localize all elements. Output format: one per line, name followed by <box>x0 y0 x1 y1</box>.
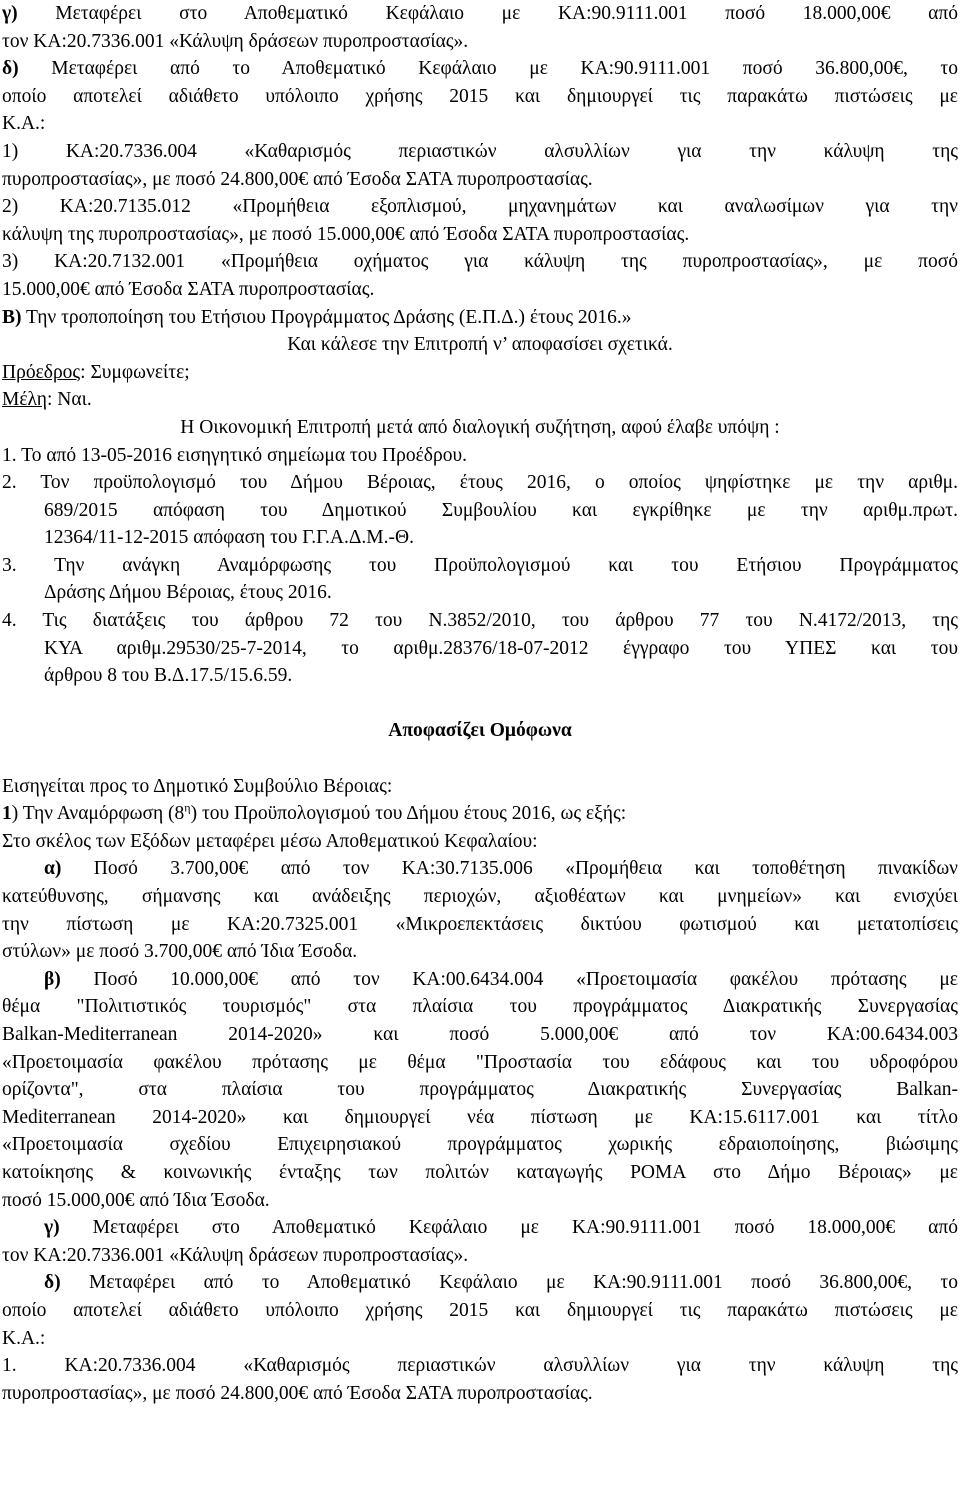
top-paragraph-line: πυροπροστασίας», με ποσό 24.800,00€ από Έσοδα ΣΑΤΑ πυροπροστασίας. <box>2 168 593 190</box>
gamma-text: Μεταφέρει στο Αποθεματικό Κεφάλαιο με ΚΑ:90.9111.001 ποσό 18.000,00€ από <box>59 1217 958 1239</box>
consideration-line: άρθρου 8 του Β.Δ.17.5/15.6.59. <box>44 665 293 687</box>
president-label: Πρόεδρος <box>2 361 81 383</box>
expenses-intro: Στο σκέλος των Εξόδων μεταφέρει μέσω Αποθεματικού Κεφαλαίου: <box>2 830 538 852</box>
beta-line: θέμα "Πολιτιστικός τουρισμός" στα πλαίσια του προγράμματος Διακρατικής Συνεργασίας <box>2 996 958 1018</box>
alpha-line: στύλων» με ποσό 3.700,00€ από Ίδια Έσοδα. <box>2 941 358 963</box>
item-text: Την τροποποίηση του Ετήσιου Προγράμματος Δράσης (Ε.Π.Δ.) έτους 2016.» <box>21 306 632 328</box>
gamma-first-line <box>2 1214 958 1242</box>
delta-line: Κ.Α.: <box>2 1327 46 1349</box>
members-text: : Ναι. <box>47 389 92 411</box>
item-label: δ) <box>2 58 19 80</box>
beta-line: Balkan-Mediterranean 2014-2020» και ποσό 5.000,00€ από τον ΚΑ:00.6434.003 <box>2 1023 958 1045</box>
top-paragraph-line <box>2 0 958 28</box>
top-paragraphs <box>2 0 958 359</box>
beta-line: κατοίκησης & κοινωνικής ένταξης των πολιτών καταγωγής ΡΟΜΑ στο Δήμο Βέροιας» με <box>2 1161 958 1183</box>
spacer <box>2 745 958 773</box>
paragraph-gamma <box>2 1214 958 1269</box>
spacer <box>2 690 958 718</box>
top-paragraph-line: 2) ΚΑ:20.7135.012 «Προμήθεια εξοπλισμού, μηχανημάτων και αναλωσίμων για την <box>2 196 958 218</box>
delta-line: πυροπροστασίας», με ποσό 24.800,00€ από Έσοδα ΣΑΤΑ πυροπροστασίας. <box>2 1382 593 1404</box>
top-paragraph-line <box>2 304 958 332</box>
beta-line: ποσό 15.000,00€ από Ίδια Έσοδα. <box>2 1189 270 1211</box>
top-paragraph-line: 3) ΚΑ:20.7132.001 «Προμήθεια οχήματος για κάλυψη της πυροπροστασίας», με ποσό <box>2 251 958 273</box>
paragraph-alpha <box>2 855 958 965</box>
alpha-first-line <box>2 855 958 883</box>
item1-pre: ) Την Αναμόρφωση (8 <box>11 803 185 825</box>
item-text: Μεταφέρει από το Αποθεματικό Κεφάλαιο με ΚΑ:90.9111.001 ποσό 36.800,00€, το <box>18 58 958 80</box>
paragraph-beta <box>2 966 958 1214</box>
top-paragraph-line: Και κάλεσε την Επιτροπή ν’ αποφασίσει σχετικά. <box>287 334 673 356</box>
alpha-label: α) <box>44 858 62 880</box>
top-paragraph-line: κάλυψη της πυροπροστασίας», με ποσό 15.000,00€ από Έσοδα ΣΑΤΑ πυροπροστασίας. <box>2 223 690 245</box>
delta-label: δ) <box>44 1272 61 1294</box>
president-text: : Συμφωνείτε; <box>80 361 190 383</box>
alpha-line: κατεύθυνσης, σήμανσης και ανάδειξης περιοχών, αξιοθέατων και μνημείων» και ενισχύει <box>2 886 958 907</box>
members-line <box>2 386 958 414</box>
alpha-text: Ποσό 3.700,00€ από τον ΚΑ:30.7135.006 «Προμήθεια και τοποθέτηση πινακίδων <box>61 858 958 880</box>
top-paragraph-line: οποίο αποτελεί αδιάθετο υπόλοιπο χρήσης 2015 και δημιουργεί τις παρακάτω πιστώσεις με <box>2 85 958 107</box>
top-paragraph-line: Κ.Α.: <box>2 113 46 135</box>
item1-number: 1 <box>2 803 12 825</box>
item1-line <box>2 800 958 828</box>
consideration-line: Η Οικονομική Επιτροπή μετά από διαλογική συζήτηση, αφού έλαβε υπόψη : <box>180 416 780 438</box>
item-text: Μεταφέρει στο Αποθεματικό Κεφάλαιο με ΚΑ:90.9111.001 ποσό 18.000,00€ από <box>17 3 958 24</box>
delta-first-line <box>2 1269 958 1297</box>
consideration-line: 2. Τον προϋπολογισμό του Δήμου Βέροιας, έτους 2016, ο οποίος ψηφίστηκε με την αριθμ. <box>2 472 958 494</box>
item1-post: ) του Προϋπολογισμού του Δήμου έτους 2016, ως εξής: <box>190 803 627 825</box>
beta-line: ορίζοντα", στα πλαίσια του προγράμματος Διακρατικής Συνεργασίας Balkan- <box>2 1079 958 1101</box>
beta-line: «Προετοιμασία φακέλου πρότασης με θέμα "Προστασία του εδάφους και του υδροφόρου <box>2 1051 958 1073</box>
considerations-list <box>2 414 958 690</box>
beta-first-line <box>2 966 958 994</box>
paragraph-delta <box>2 1269 958 1407</box>
item-label: Β) <box>2 306 22 328</box>
consideration-line: 12364/11-12-2015 απόφαση του Γ.Γ.Α.Δ.Μ.-Θ. <box>44 527 414 549</box>
beta-text: Ποσό 10.000,00€ από τον ΚΑ:00.6434.004 «Προετοιμασία φακέλου πρότασης με <box>60 968 958 990</box>
members-label: Μέλη <box>2 389 48 411</box>
consideration-line: 4. Τις διατάξεις του άρθρου 72 του Ν.3852/2010, του άρθρου 77 του Ν.4172/2013, της <box>2 610 958 632</box>
consideration-line: 1. Το από 13-05-2016 εισηγητικό σημείωμα του Προέδρου. <box>2 444 468 466</box>
top-paragraph-line: 15.000,00€ από Έσοδα ΣΑΤΑ πυροπροστασίας. <box>2 278 375 300</box>
gamma-label: γ) <box>44 1217 60 1239</box>
intro-line: Εισηγείται προς το Δημοτικό Συμβούλιο Βέροιας: <box>2 775 393 797</box>
delta-line: οποίο αποτελεί αδιάθετο υπόλοιπο χρήσης 2015 και δημιουργεί τις παρακάτω πιστώσεις με <box>2 1299 958 1321</box>
consideration-line: Δράσης Δήμου Βέροιας, έτους 2016. <box>44 582 332 604</box>
beta-line: «Προετοιμασία σχεδίου Επιχειρησιακού προγράμματος χωρικής εδραιοποίησης, βιώσιμης <box>2 1134 958 1156</box>
top-paragraph-line <box>2 55 958 83</box>
delta-line: 1. ΚΑ:20.7336.004 «Καθαρισμός περιαστικών αλσυλλίων για την κάλυψη της <box>2 1355 958 1377</box>
item-label: γ) <box>2 3 18 24</box>
consideration-line: 3. Την ανάγκη Αναμόρφωσης του Προϋπολογισμού και του Ετήσιου Προγράμματος <box>2 554 958 576</box>
alpha-line: την πίστωση με ΚΑ:20.7325.001 «Μικροεπεκτάσεις δικτύου φωτισμού και μετατοπίσεις <box>2 913 958 935</box>
gamma-line: τον ΚΑ:20.7336.001 «Κάλυψη δράσεων πυροπροστασίας». <box>2 1244 469 1266</box>
delta-text: Μεταφέρει από το Αποθεματικό Κεφάλαιο με ΚΑ:90.9111.001 ποσό 36.800,00€, το <box>60 1272 958 1294</box>
consideration-line: 689/2015 απόφαση του Δημοτικού Συμβουλίου και εγκρίθηκε με την αριθμ.πρωτ. <box>44 499 958 521</box>
president-line <box>2 359 958 387</box>
beta-label: β) <box>44 968 61 990</box>
item1-sup: η <box>184 800 191 815</box>
decision-heading: Αποφασίζει Ομόφωνα <box>388 720 572 742</box>
beta-line: Mediterranean 2014-2020» και δημιουργεί νέα πίστωση με ΚΑ:15.6117.001 και τίτλο <box>2 1106 958 1128</box>
top-paragraph-line: 1) ΚΑ:20.7336.004 «Καθαρισμός περιαστικών αλσυλλίων για την κάλυψη της <box>2 140 958 162</box>
consideration-line: ΚΥΑ αριθμ.29530/25-7-2014, το αριθμ.28376/18-07-2012 έγγραφο του ΥΠΕΣ και του <box>44 637 958 659</box>
top-paragraph-line: τον ΚΑ:20.7336.001 «Κάλυψη δράσεων πυροπροστασίας». <box>2 30 469 52</box>
